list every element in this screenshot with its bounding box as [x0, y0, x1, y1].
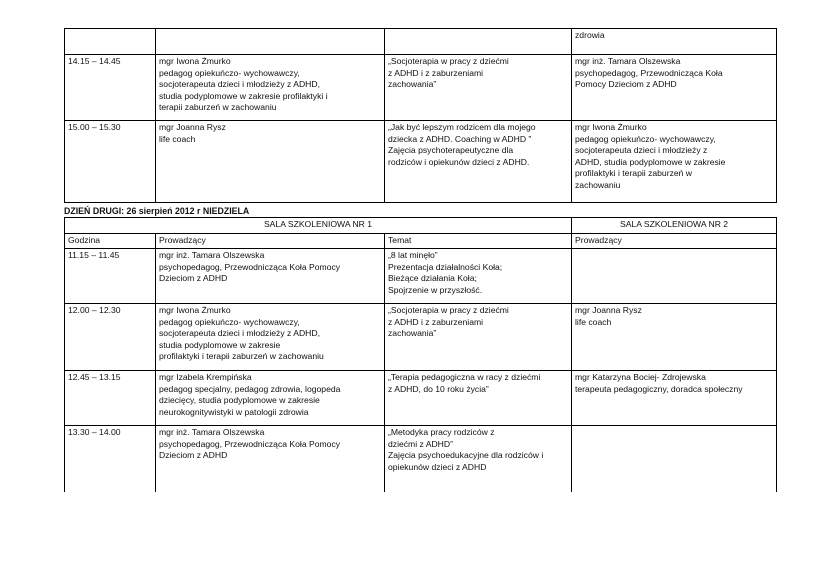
speaker2-cell: zdrowia	[572, 29, 777, 55]
topic-cell	[385, 29, 572, 55]
topic-cell: „Jak być lepszym rodzicem dla mojego dziecka z ADHD. Coaching w ADHD ” Zajęcia psychoterapeutyczne dla rodziców i opiekunów dzieci z ADHD.	[385, 121, 572, 203]
room-header-row	[65, 218, 777, 234]
header-speaker: Prowadzący	[156, 233, 385, 249]
time-cell	[65, 29, 156, 55]
topic-cell: „Socjoterapia w pracy z dziećmi z ADHD i z zaburzeniami zachowania”	[385, 304, 572, 371]
header-speaker2: Prowadzący	[572, 233, 777, 249]
table-row	[65, 121, 777, 203]
room2-header: SALA SZKOLENIOWA NR 2	[572, 218, 777, 234]
speaker-cell	[156, 29, 385, 55]
table-row	[65, 29, 777, 55]
speaker2-cell: mgr inż. Tamara Olszewska psychopedagog, Przewodnicząca Koła Pomocy Dzieciom z ADHD	[572, 55, 777, 121]
topic-cell: „Socjoterapia w pracy z dziećmi z ADHD i z zaburzeniami zachowania”	[385, 55, 572, 121]
speaker2-cell: mgr Joanna Rysz life coach	[572, 304, 777, 371]
speaker-cell: mgr inż. Tamara Olszewska psychopedagog, Przewodnicząca Koła Pomocy Dzieciom z ADHD	[156, 249, 385, 304]
speaker2-cell	[572, 426, 777, 492]
topic-cell: „8 lat minęło” Prezentacja działalności Koła; Bieżące działania Koła; Spojrzenie w przyszłość.	[385, 249, 572, 304]
day-two-heading: DZIEŃ DRUGI: 26 sierpień 2012 r NIEDZIELA	[64, 206, 250, 216]
room1-header: SALA SZKOLENIOWA NR 1	[65, 218, 572, 234]
speaker-cell: mgr inż. Tamara Olszewska psychopedagog, Przewodnicząca Koła Pomocy Dzieciom z ADHD	[156, 426, 385, 492]
column-header-row	[65, 233, 777, 249]
topic-cell: „Terapia pedagogiczna w racy z dziećmi z ADHD, do 10 roku życia”	[385, 371, 572, 426]
speaker2-cell: mgr Iwona Żmurko pedagog opiekuńczo- wychowawczy, socjoterapeuta dzieci i młodzieży z ADHD, studia podyplomowe w zakresie profilaktyki i terapii zaburzeń w zachowaniu	[572, 121, 777, 203]
header-topic: Temat	[385, 233, 572, 249]
time-cell: 12.45 – 13.15	[65, 371, 156, 426]
time-cell: 12.00 – 12.30	[65, 304, 156, 371]
table-row	[65, 426, 777, 492]
time-cell: 11.15 – 11.45	[65, 249, 156, 304]
speaker-cell: mgr Izabela Krempińska pedagog specjalny, pedagog zdrowia, logopeda dziecięcy, studia podyplomowe w zakresie neurokognitywistyki w patologii zdrowia	[156, 371, 385, 426]
speaker-cell: mgr Iwona Żmurko pedagog opiekuńczo- wychowawczy, socjoterapeuta dzieci i młodzieży z ADHD, studia podyplomowe w zakresie profilaktyki i terapii zaburzeń w zachowaniu	[156, 55, 385, 121]
table-row	[65, 55, 777, 121]
table-row	[65, 249, 777, 304]
table-row	[65, 371, 777, 426]
schedule-table-day2	[64, 217, 777, 492]
header-time: Godzina	[65, 233, 156, 249]
time-cell: 14.15 – 14.45	[65, 55, 156, 121]
speaker2-cell	[572, 249, 777, 304]
schedule-table-day1-continued	[64, 28, 777, 203]
speaker-cell: mgr Iwona Żmurko pedagog opiekuńczo- wychowawczy, socjoterapeuta dzieci i młodzieży z ADHD, studia podyplomowe w zakresie profilaktyki i terapii zaburzeń w zachowaniu	[156, 304, 385, 371]
time-cell: 15.00 – 15.30	[65, 121, 156, 203]
table-row	[65, 304, 777, 371]
speaker-cell: mgr Joanna Rysz life coach	[156, 121, 385, 203]
speaker2-cell: mgr Katarzyna Bociej- Zdrojewska terapeuta pedagogiczny, doradca społeczny	[572, 371, 777, 426]
time-cell: 13.30 – 14.00	[65, 426, 156, 492]
topic-cell: „Metodyka pracy rodziców z dziećmi z ADHD” Zajęcia psychoedukacyjne dla rodziców i opiekunów dzieci z ADHD	[385, 426, 572, 492]
